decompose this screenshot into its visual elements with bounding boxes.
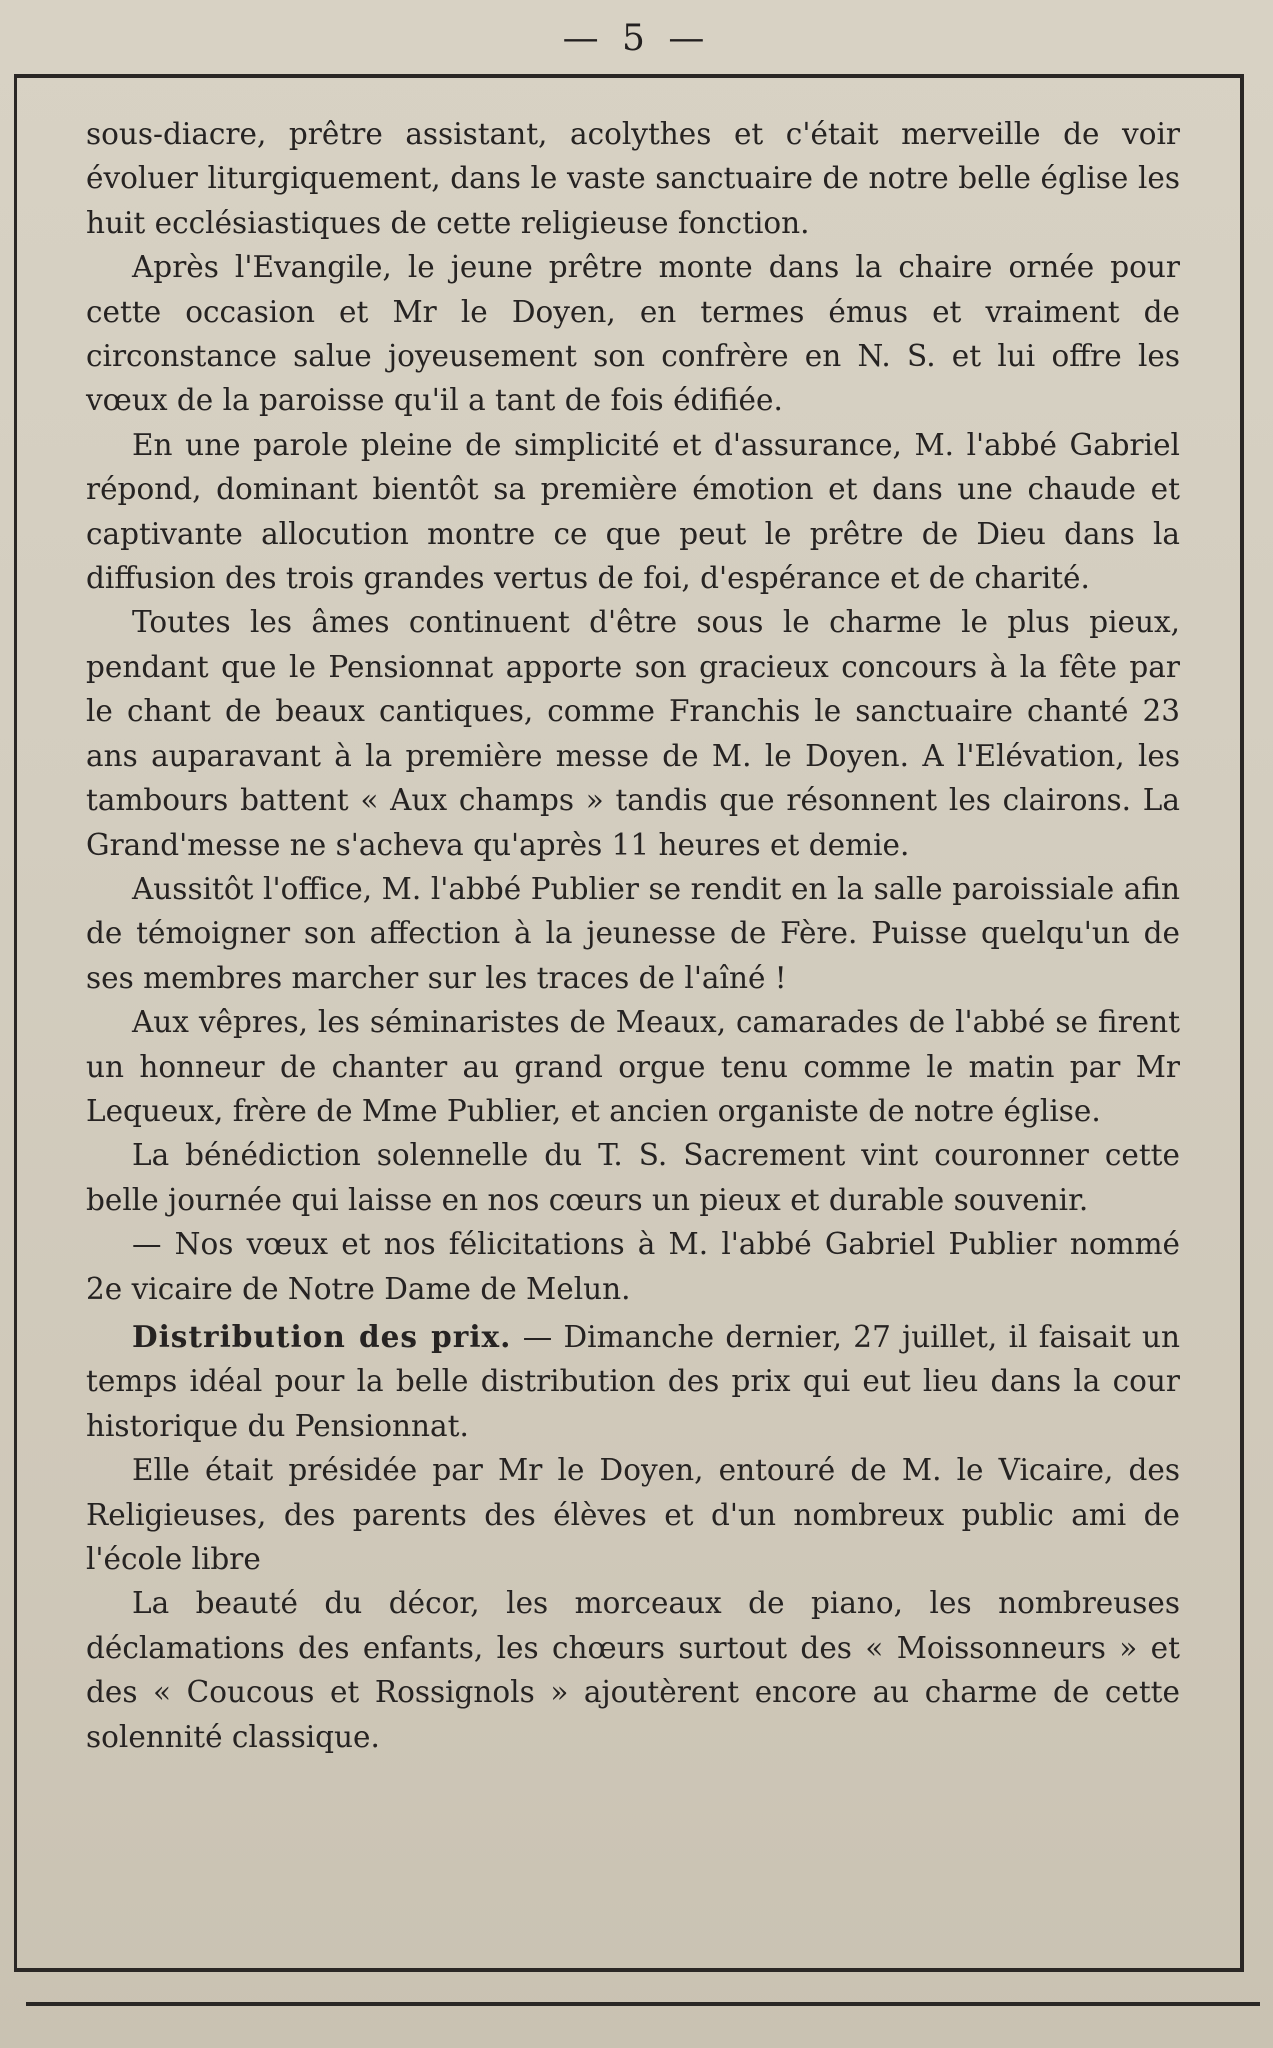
page-number: — 5 — xyxy=(562,18,711,59)
paragraph-vepres: Aux vêpres, les séminaristes de Meaux, camarades de l'abbé se firent un honneur de chanter au grand orgue tenu comme le matin par Mr Lequeux, frère de Mme Publier, et ancien organiste de notre église. xyxy=(86,1005,1180,1128)
paragraph-abbe-reply: En une parole pleine de simplicité et d'assurance, M. l'abbé Gabriel répond, dominant bientôt sa première émotion et dans une chaude et captivante allocution montre ce que peut le prêtre de Dieu dans la diffusion des trois grandes vertus de foi, d'espérance et de charité. xyxy=(86,427,1180,596)
prize-heading: Distribution des prix. xyxy=(132,1318,512,1354)
paragraph-prize-distribution xyxy=(86,1315,1180,1448)
paragraph-congratulations: — Nos vœux et nos félicitations à M. l'abbé Gabriel Publier nommé 2e vicaire de Notre Dame de Melun. xyxy=(86,1227,1180,1306)
paragraph-prize-presidency: Elle était présidée par Mr le Doyen, entouré de M. le Vicaire, des Religieuses, des parents des élèves et d'un nombreux public ami de l'école libre xyxy=(86,1453,1180,1576)
paragraph-pensionnat-chants: Toutes les âmes continuent d'être sous le charme le plus pieux, pendant que le Pensionnat apporte son gracieux concours à la fête par le chant de beaux cantiques, comme Franchis le sanctuaire chanté 23 ans auparavant à la première messe de M. le Doyen. A l'Elévation, les tambours battent « Aux champs » tandis que résonnent les clairons. La Grand'messe ne s'acheva qu'après 11 heures et demie. xyxy=(86,605,1180,862)
paragraph-salle-paroissiale: Aussitôt l'office, M. l'abbé Publier se rendit en la salle paroissiale afin de témoigner son affection à la jeunesse de Fère. Puisse quelqu'un de ses membres marcher sur les traces de l'aîné ! xyxy=(86,871,1180,995)
paragraph-ordination-clergy: sous-diacre, prêtre assistant, acolythes et c'était merveille de voir évoluer liturgiquement, dans le vaste sanctuaire de notre belle église les huit ecclésiastiques de cette religieuse fonction. xyxy=(86,117,1180,240)
paragraph-gospel-sermon: Après l'Evangile, le jeune prêtre monte dans la chaire ornée pour cette occasion et Mr le Doyen, en termes émus et vraiment de circonstance salue joyeusement son confrère en N. S. et lui offre les vœux de la paroisse qu'il a tant de fois édifiée. xyxy=(86,250,1180,418)
paragraph-prize-festivities: La beauté du décor, les morceaux de piano, les nombreuses déclamations des enfants, les chœurs surtout des « Moissonneurs » et des « Coucous et Rossignols » ajoutèrent encore au charme de cette solennité classique. xyxy=(86,1586,1180,1754)
article-body xyxy=(86,112,1180,1759)
bottom-rule xyxy=(26,2002,1260,2006)
prize-intro: — Dimanche dernier, 27 juillet, il faisait un temps idéal pour la belle distribution des prix qui eut lieu dans la cour historique du Pensionnat. xyxy=(86,1319,1180,1443)
paragraph-benediction: La bénédiction solennelle du T. S. Sacrement vint couronner cette belle journée qui laisse en nos cœurs un pieux et durable souvenir. xyxy=(86,1138,1180,1217)
